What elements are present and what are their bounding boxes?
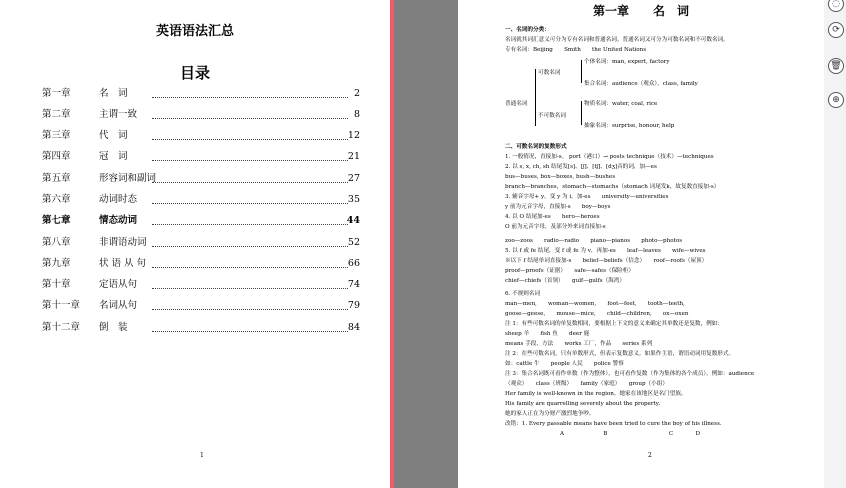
toc-chapter: 第八章 <box>42 237 71 248</box>
toc-leader <box>152 160 348 161</box>
toc-chapter: 第四章 <box>42 151 71 162</box>
text-line: sheep 羊 fish 鱼 deer 鹿 <box>505 331 590 337</box>
toc-leader <box>152 246 348 247</box>
toc-leader <box>152 288 348 289</box>
section-heading: 一、名词的分类： <box>505 27 550 33</box>
toc-entry[interactable] <box>42 129 360 143</box>
delete-icon[interactable]: 🗑 <box>828 58 844 74</box>
tree-brace-root <box>535 69 536 126</box>
text-line: zoo—zoos radio—radio piano—pianos photo—photos <box>505 238 683 244</box>
toc-entry[interactable] <box>42 108 360 122</box>
toc-page: 8 <box>353 109 360 120</box>
toc-title: 名 词 <box>99 88 128 99</box>
text-line: 她的家人正在为分财产激烈地争吵。 <box>505 411 595 417</box>
text-line: A B C D <box>560 431 700 437</box>
toc-entry[interactable] <box>42 87 360 101</box>
toolbar-button-1[interactable]: ◌ <box>828 0 844 12</box>
text-line: O 前为元音字母，及部分外来词直接加-s <box>505 224 606 230</box>
add-icon[interactable]: ⊕ <box>828 92 844 108</box>
text-line: 如：cattle 牛 people 人民 police 警察 <box>505 361 624 367</box>
tree-root: 普通名词 <box>505 101 528 107</box>
page-number: 1 <box>200 452 204 459</box>
toc-entry[interactable] <box>42 236 360 250</box>
text-line: y 前为元音字母，直接加-s boy—boys <box>505 204 611 210</box>
text-line: 3. 辅音字母+ y，变 y 为 i，加-es university—universities <box>505 194 669 200</box>
toc-chapter: 第六章 <box>42 194 71 205</box>
toc-heading: 目录 <box>179 64 210 82</box>
toc-page: 74 <box>347 279 360 290</box>
page-divider <box>390 0 394 488</box>
text-line: 2. 以 s, x, ch, sh 结尾发[s]、[ʃ]、[tʃ]、[dʒ]音的词，加—es <box>505 164 657 170</box>
text-line: 注 3：集合名词既可看作单数（作为整体），也可看作复数（作为集体的各个成员）。例如：audience <box>505 371 755 377</box>
text-line: branch—branches，stomach—stomachs（stomach 词尾发k，故复数直接加-s） <box>505 184 720 190</box>
toc-chapter: 第十章 <box>42 279 71 290</box>
document-title: 英语语法汇总 <box>155 24 234 39</box>
toc-entry[interactable] <box>42 278 360 292</box>
toc-entry[interactable] <box>42 172 360 186</box>
text-line: means 手段，方法 works 工厂，作品 series 系列 <box>505 341 653 347</box>
toc-chapter: 第二章 <box>42 109 71 120</box>
tree-individual: 个体名词：man, expert, factory <box>584 59 670 65</box>
toc-page: 12 <box>347 130 360 141</box>
toc-chapter: 第三章 <box>42 130 71 141</box>
section-heading: 二、可数名词的复数形式 <box>505 144 567 150</box>
toc-title: 名词从句 <box>99 300 138 311</box>
toc-page: 84 <box>347 322 360 333</box>
text-line: 改错：1. Every passable means have been tried to cure the boy of his illness. <box>505 421 722 427</box>
text-line: 注 1：有些可数名词的单复数相同，要根据上下文的意义来确定其单数还是复数，例如： <box>505 321 723 327</box>
text-line: proof—proofs（证据） safe—safes（保险柜） <box>505 268 634 274</box>
toc-page: 66 <box>347 258 360 269</box>
page-1 <box>0 0 390 488</box>
toc-leader <box>152 203 348 204</box>
text-line: 专有名词：Beijing Smith the United Nations <box>505 47 647 53</box>
tree-abstract: 抽象名词：surprise, honour, help <box>584 123 675 129</box>
toc-page: 2 <box>353 88 360 99</box>
toc-title: 主谓一致 <box>99 109 138 120</box>
text-line: Her family is well-known in the region。她家在该地区是名门望族。 <box>505 391 687 397</box>
toc-entry[interactable] <box>42 321 360 335</box>
toc-title: 情态动词 <box>99 215 138 226</box>
toc-entry[interactable] <box>42 257 360 271</box>
page-2 <box>458 0 824 488</box>
text-line: goose—geese, mouse—mice, child—children, ox—oxen <box>505 311 689 317</box>
chapter-title: 第一章 名 词 <box>592 4 689 18</box>
toc-page: 21 <box>347 151 360 162</box>
toc-title: 倒 装 <box>99 322 128 333</box>
rotate-icon[interactable]: ⟳ <box>828 22 844 38</box>
toc-chapter: 第五章 <box>42 173 71 184</box>
toc-title: 动词时态 <box>99 194 138 205</box>
toc-title: 冠 词 <box>99 151 128 162</box>
toc-page: 27 <box>347 173 360 184</box>
text-line: man—men, woman—women, foot—feet, tooth—teeth, <box>505 301 685 307</box>
toc-page: 44 <box>346 215 360 226</box>
tree-brace-countable <box>581 60 582 83</box>
toc-leader <box>152 309 348 310</box>
toc-page: 52 <box>347 237 360 248</box>
text-line: 注 2：在些可数名词，只有单数形式，但表示复数意义。如果作主语，谓语动词用复数形式。 <box>505 351 735 357</box>
toc-chapter: 第十二章 <box>42 322 81 333</box>
toc-title: 非谓语动词 <box>99 237 147 248</box>
toc-leader <box>152 267 348 268</box>
toc-page: 79 <box>347 300 360 311</box>
tree-uncountable: 不可数名词 <box>538 113 566 119</box>
toc-leader <box>152 118 348 119</box>
toc-page: 35 <box>347 194 360 205</box>
toc-leader <box>152 182 348 183</box>
text-line: 6. 不规则名词 <box>505 291 541 297</box>
toc-chapter: 第七章 <box>42 215 71 226</box>
toc-chapter: 第九章 <box>42 258 71 269</box>
tree-material: 物质名词：water, coal, rice <box>584 101 658 107</box>
text-line: chief—chiefs（首领） gulf—gulfs（海湾） <box>505 278 625 284</box>
tree-brace-uncountable <box>581 101 582 125</box>
toc-leader <box>152 139 348 140</box>
text-line: 1. 一般情况，直接加-s。 port（港口）→ posts technique（技术）—techniques <box>505 154 714 160</box>
page-number: 2 <box>648 452 652 459</box>
toc-entry[interactable] <box>42 150 360 164</box>
toc-title: 状 语 从 句 <box>99 258 147 269</box>
text-line: bus—buses, box—boxes, bush—bushes <box>505 174 616 180</box>
toc-title: 形容词和副词 <box>99 173 157 184</box>
toc-title: 定语从句 <box>99 279 138 290</box>
toc-leader <box>152 97 348 98</box>
text-line: ※以下 f 结尾单词直接加-s belief—beliefs（信念） roof—roofs（屋顶） <box>505 258 708 264</box>
toc-title: 代 词 <box>99 130 128 141</box>
right-toolbar <box>824 0 846 488</box>
toc-chapter: 第一章 <box>42 88 71 99</box>
tree-collective: 集合名词：audience（观众），class, family <box>584 81 698 87</box>
text-line: （观众） class（班级） family（家庭） group（小组） <box>505 381 668 387</box>
tree-countable: 可数名词 <box>538 70 561 76</box>
text-line: 5. 以 f 或 fe 结尾，变 f 或 fe 为 v，再加-es leaf—leaves wife—wives <box>505 248 706 254</box>
toc-entry[interactable] <box>42 299 360 313</box>
toc-chapter: 第十一章 <box>42 300 81 311</box>
text-line: His family are quarrelling severely about the property. <box>505 401 660 407</box>
toc-leader <box>152 224 348 225</box>
text-line: 名词就其词汇意义可分为专有名词和普通名词。普通名词又可分为可数名词和不可数名词。 <box>505 37 729 43</box>
toc-leader <box>152 331 348 332</box>
text-line: 4. 以 O 结尾加-es hero—heroes <box>505 214 600 220</box>
toc-entry[interactable] <box>42 214 360 228</box>
toc-entry[interactable] <box>42 193 360 207</box>
